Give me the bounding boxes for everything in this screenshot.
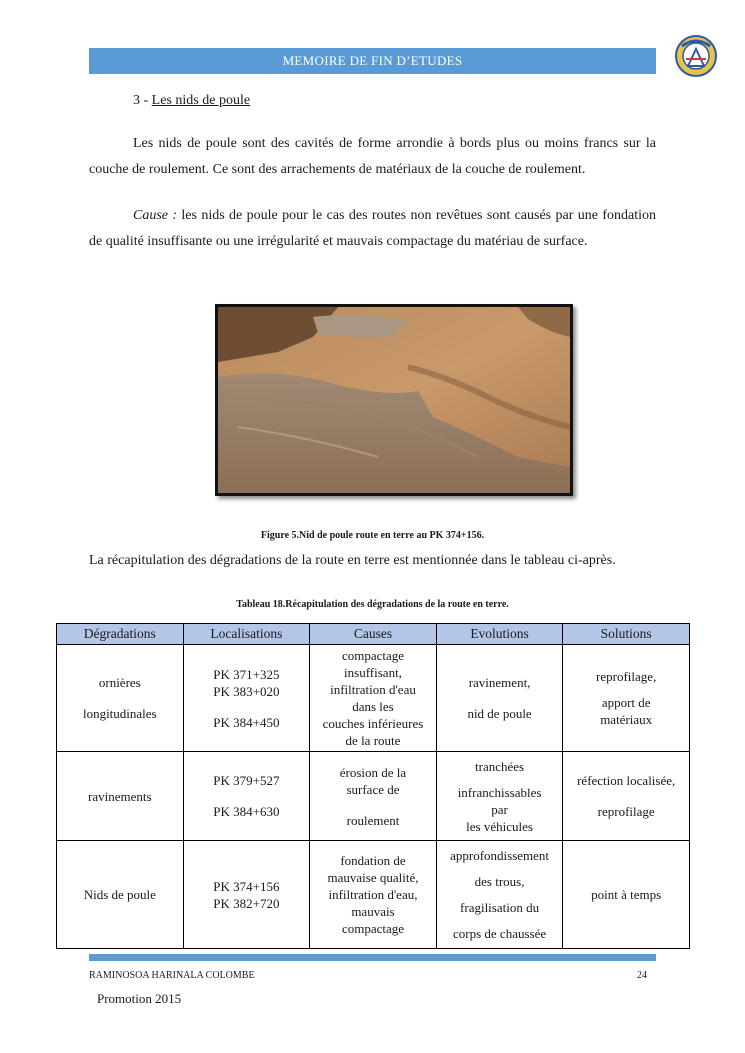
header-solutions: Solutions bbox=[563, 624, 690, 645]
header-causes: Causes bbox=[310, 624, 437, 645]
table-row bbox=[57, 645, 690, 752]
pothole-photo bbox=[215, 304, 573, 496]
section-number: 3 - bbox=[133, 93, 149, 108]
cell-degradation: ornières longitudinales bbox=[57, 645, 184, 752]
cell-evolutions: ravinement, nid de poule bbox=[436, 645, 563, 752]
cell-solutions: point à temps bbox=[563, 841, 690, 949]
section-title: Les nids de poule bbox=[151, 93, 251, 108]
document-header-bar bbox=[89, 48, 656, 74]
page-number: 24 bbox=[637, 970, 647, 981]
table-row bbox=[57, 841, 690, 949]
cause-text: les nids de poule pour le cas des routes non revêtues sont causés par une fondation de qualité insuffisante ou une irrégularité et mauvais compactage du matériau de surface. bbox=[89, 208, 656, 249]
cell-evolutions: tranchées infranchissables par les véhicules bbox=[436, 752, 563, 841]
cause-label: Cause : bbox=[133, 208, 178, 223]
cell-localisation: PK 374+156 PK 382+720 bbox=[183, 841, 310, 949]
cell-localisation: PK 371+325 PK 383+020 PK 384+450 bbox=[183, 645, 310, 752]
cell-causes: compactage insuffisant, infiltration d'eau dans les couches inférieures de la route bbox=[310, 645, 437, 752]
section-heading bbox=[133, 93, 250, 109]
cell-degradation: ravinements bbox=[57, 752, 184, 841]
header-degradations: Dégradations bbox=[57, 624, 184, 645]
school-emblem-icon bbox=[672, 32, 720, 80]
cell-causes: fondation de mauvaise qualité, infiltration d'eau, mauvais compactage bbox=[310, 841, 437, 949]
table-header-row bbox=[57, 624, 690, 645]
figure-caption: Figure 5.Nid de poule route en terre au PK 374+156. bbox=[260, 530, 485, 541]
document-header-title: MEMOIRE DE FIN D’ETUDES bbox=[282, 53, 463, 68]
cell-solutions: réfection localisée, reprofilage bbox=[563, 752, 690, 841]
cell-evolutions: approfondissement des trous, fragilisation du corps de chaussée bbox=[436, 841, 563, 949]
cell-solutions: reprofilage, apport de matériaux bbox=[563, 645, 690, 752]
footer-promotion: Promotion 2015 bbox=[97, 991, 182, 1006]
header-evolutions: Evolutions bbox=[436, 624, 563, 645]
degradations-table bbox=[56, 623, 690, 949]
table-row bbox=[57, 752, 690, 841]
footer-author: RAMINOSOA HARINALA COLOMBE bbox=[89, 970, 255, 981]
cause-paragraph bbox=[89, 203, 656, 255]
definition-paragraph: Les nids de poule sont des cavités de forme arrondie à bords plus ou moins francs sur la couche de roulement. Ce sont des arrachements de matériaux de la couche de roulement. bbox=[89, 136, 656, 177]
footer-bar bbox=[89, 954, 656, 961]
table-intro-line: La récapitulation des dégradations de la route en terre est mentionnée dans le tableau ci-après. bbox=[89, 553, 616, 568]
cell-causes: érosion de la surface de roulement bbox=[310, 752, 437, 841]
cell-degradation: Nids de poule bbox=[57, 841, 184, 949]
header-localisations: Localisations bbox=[183, 624, 310, 645]
cell-localisation: PK 379+527 PK 384+630 bbox=[183, 752, 310, 841]
table-caption: Tableau 18.Récapitulation des dégradations de la route en terre. bbox=[236, 599, 509, 610]
